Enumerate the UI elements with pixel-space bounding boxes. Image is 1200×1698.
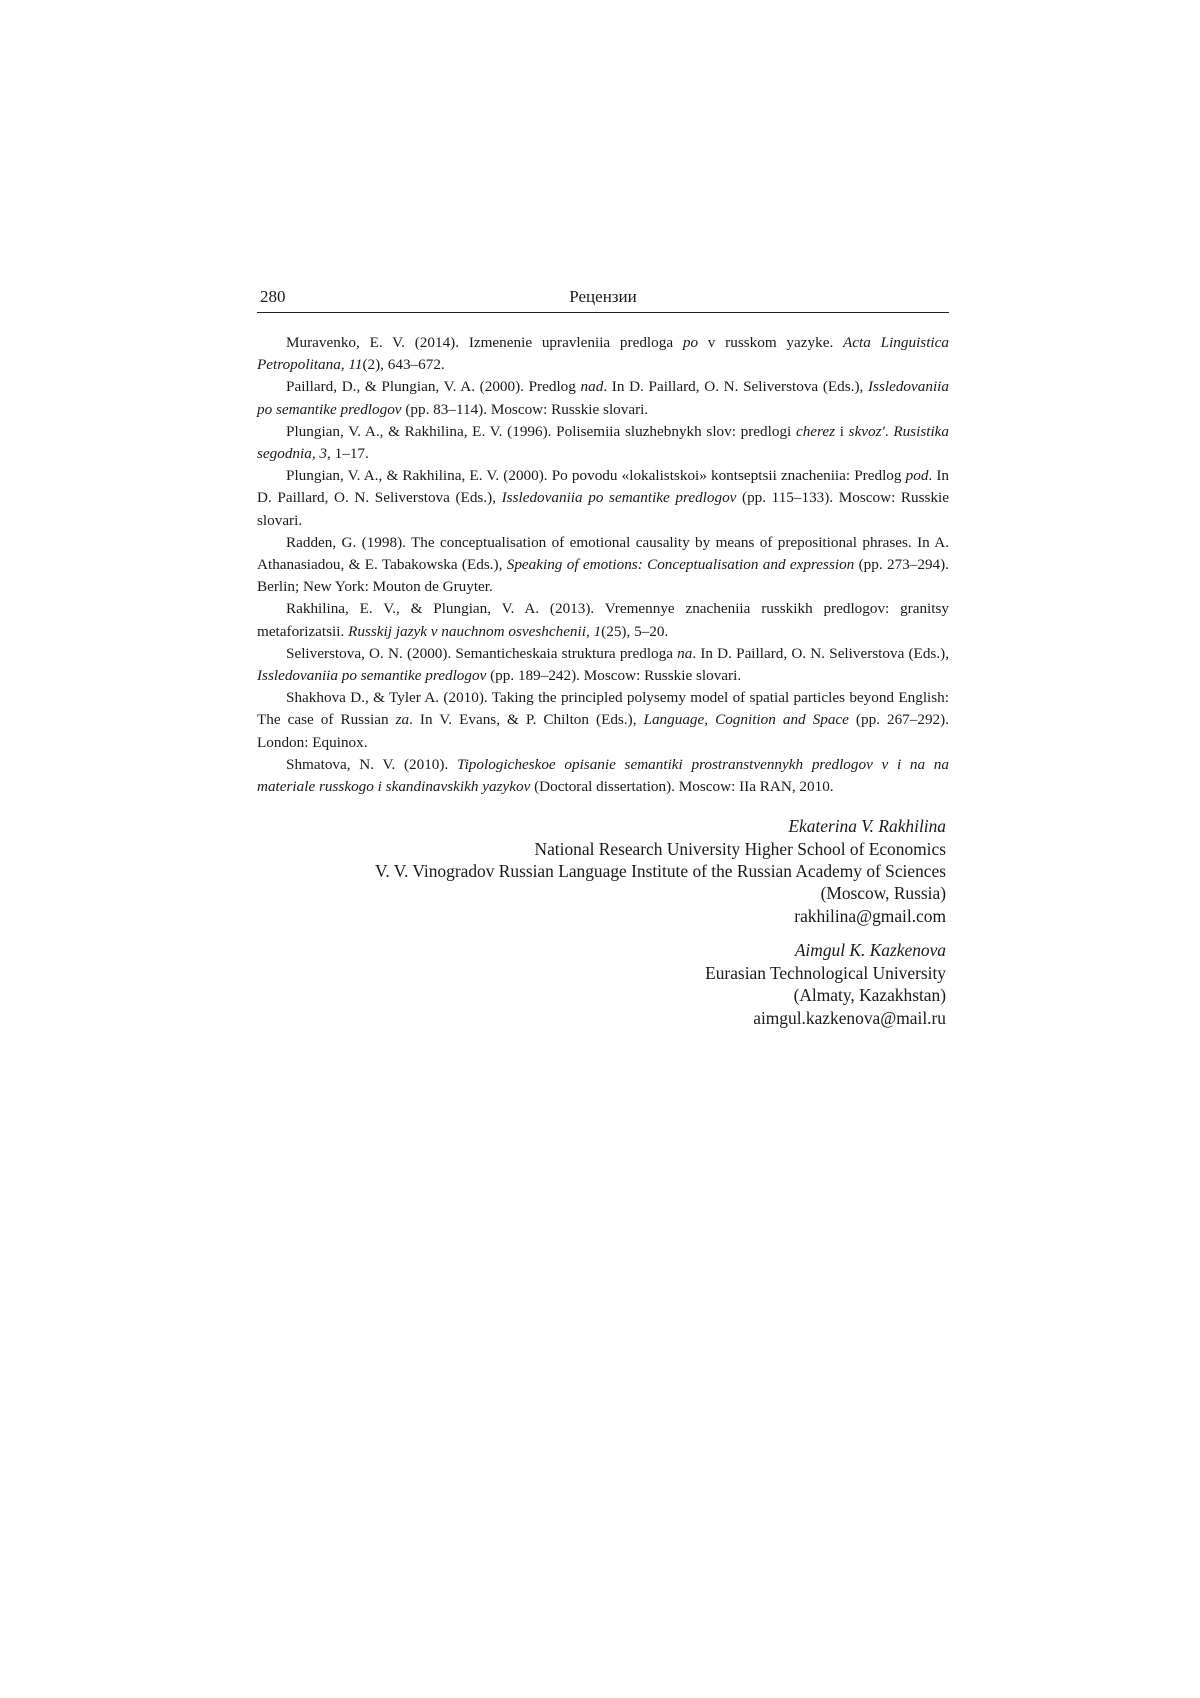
author-affiliation-line: (Almaty, Kazakhstan) — [793, 985, 946, 1006]
author-block — [257, 939, 946, 1029]
text-run: Shakhova D., & Tyler A. (2010). Taking the principled polysemy model of spatial particles beyond English: The case of Russian — [257, 689, 949, 729]
text-run: . In D. Paillard, O. N. Seliverstova (Eds.), — [603, 378, 868, 396]
author-affiliation-line: (Moscow, Russia) — [820, 883, 946, 904]
text-run: . In D. Paillard, O. N. Seliverstova (Eds.), — [692, 644, 949, 662]
italic-text: na — [677, 644, 693, 662]
text-run: (pp. 83–114). Moscow: Russkie slovari. — [401, 400, 649, 418]
running-head — [257, 284, 949, 313]
text-run: Plungian, V. A., & Rakhilina, E. V. (2000). Po povodu «lokalistskoi» kontseptsii znacheniia: Predlog — [286, 467, 906, 485]
italic-text: Language, Cognition and Space — [643, 711, 849, 729]
text-run: (pp. 115–133). Moscow: Russkie slovari. — [257, 489, 949, 529]
reference-entry — [257, 532, 949, 599]
text-run: Radden, G. (1998). The conceptualisation of emotional causality by means of prepositional phrases. In A. Athanasiadou, & E. Tabakowska (Eds.), — [257, 533, 949, 574]
italic-text: nad — [580, 378, 604, 396]
text-run: (pp. 189–242). Moscow: Russkie slovari. — [486, 667, 742, 685]
text-run: Seliverstova, O. N. (2000). Semanticheskaia struktura predloga — [286, 644, 678, 662]
reference-entry — [257, 598, 949, 642]
author-block — [257, 815, 946, 927]
text-run: . In D. Paillard, O. N. Seliverstova (Eds.), — [257, 467, 949, 507]
author-name: Aimgul K. Kazkenova — [794, 940, 946, 961]
italic-text: Russkij jazyk v nauchnom osveshchenii, 1 — [348, 622, 602, 640]
italic-text: po — [682, 334, 699, 351]
text-run: . In V. Evans, & P. Chilton (Eds.), — [409, 711, 644, 729]
author-affiliation-line: V. V. Vinogradov Russian Language Institute of the Russian Academy of Sciences — [375, 861, 946, 882]
italic-text: Issledovaniia po semantike predlogov — [257, 667, 487, 685]
text-run: , 1–17. — [327, 445, 369, 463]
italic-text: Rusistika segodnia, 3 — [257, 422, 949, 463]
reference-entry — [257, 376, 949, 420]
text-run: Paillard, D., & Plungian, V. A. (2000). Predlog — [286, 378, 581, 396]
text-run: Rakhilina, E. V., & Plungian, V. A. (2013). Vremennye znacheniia russkikh predlogov: granitsy metaforizatsii. — [257, 600, 949, 640]
italic-text: Speaking of emotions: Conceptualisation and expression — [506, 556, 855, 574]
reference-entry — [257, 687, 949, 754]
text-run: (Doctoral dissertation). Moscow: IIa RAN, 2010. — [530, 778, 834, 796]
italic-text: za — [395, 711, 410, 729]
italic-text: skvoz' — [848, 422, 885, 440]
italic-text: Issledovaniia po semantike predlogov — [501, 489, 737, 507]
italic-text: pod — [905, 467, 929, 485]
text-run: (2), 643–672. — [362, 356, 445, 374]
text-run: Plungian, V. A., & Rakhilina, E. V. (1996). Polisemiia sluzhebnykh slov: predlogi — [286, 422, 796, 440]
page-number: 280 — [260, 287, 286, 306]
text-run: i — [835, 422, 849, 440]
reference-list — [257, 332, 949, 798]
text-run: v russkom yazyke. — [698, 334, 844, 351]
text-run: (pp. 273–294). Berlin; New York: Mouton de Gruyter. — [257, 556, 949, 596]
italic-text: Issledovaniia po semantike predlogov — [257, 378, 949, 418]
reference-entry — [257, 754, 949, 798]
author-name: Ekaterina V. Rakhilina — [788, 816, 946, 837]
author-email[interactable]: rakhilina@gmail.com — [794, 905, 946, 926]
reference-entry — [257, 332, 949, 376]
author-affiliation-line: Eurasian Technological University — [705, 962, 946, 983]
section-title: Рецензии — [569, 287, 637, 306]
text-run: (25), 5–20. — [601, 622, 669, 640]
italic-text: Acta Linguistica Petropolitana, 11 — [257, 334, 949, 374]
text-run: . — [884, 422, 894, 440]
reference-entry — [257, 465, 949, 532]
page-content — [257, 284, 949, 1041]
text-run: Shmatova, N. V. (2010). — [286, 755, 457, 773]
author-email[interactable]: aimgul.kazkenova@mail.ru — [753, 1007, 946, 1028]
italic-text: cherez — [795, 422, 836, 440]
author-affiliations — [257, 815, 949, 1029]
reference-entry — [257, 643, 949, 687]
author-affiliation-line: National Research University Higher School of Economics — [534, 838, 946, 859]
reference-entry — [257, 421, 949, 465]
text-run: (pp. 267–292). London: Equinox. — [257, 711, 949, 751]
italic-text: Tipologicheskoe opisanie semantiki prostranstvennykh predlogov v i na na materiale russkogo i skandinavskikh yazykov — [257, 755, 949, 796]
text-run: Muravenko, E. V. (2014). Izmenenie upravleniia predloga — [286, 334, 683, 351]
